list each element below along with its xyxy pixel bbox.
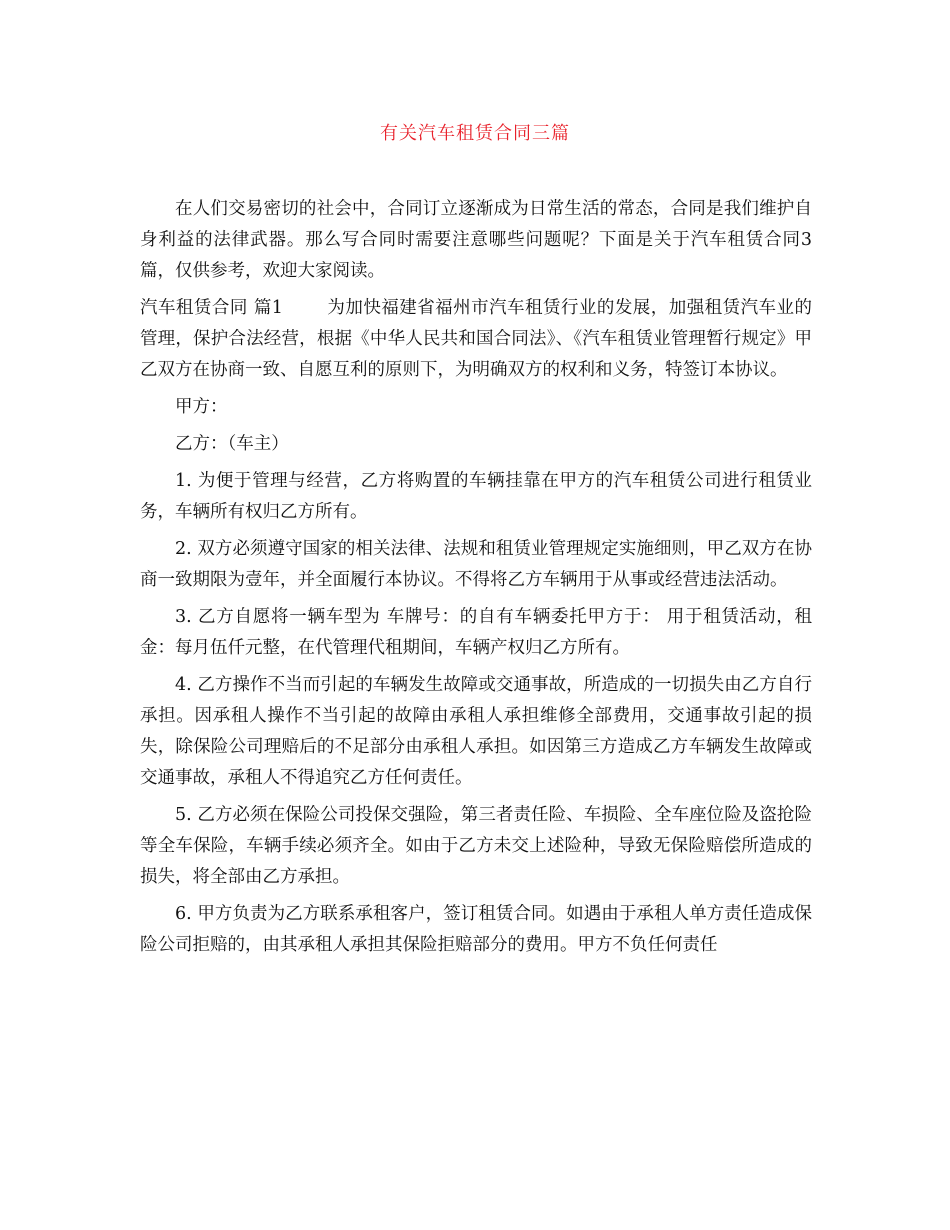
clause-6: 6. 甲方负责为乙方联系承租客户，签订租赁合同。如遇由于承租人单方责任造成保险公司拒赔的，由其承租人承担其保险拒赔部分的费用。甲方不负任何责任 [140,904,812,955]
clause-4: 4. 乙方操作不当而引起的车辆发生故障或交通事故，所造成的一切损失由乙方自行承担。因承租人操作不当引起的故障由承租人承担维修全部费用，交通事故引起的损失，除保险公司理赔后的不足部分由承租人承担。如因第三方造成乙方车辆发生故障或交通事故，承租人不得追究乙方任何责任。 [140,675,812,788]
section1-preamble: 为加快福建省福州市汽车租赁行业的发展，加强租赁汽车业的管理，保护合法经营，根据《中华人民共和国合同法》、《汽车租赁业管理暂行规定》甲乙双方在协商一致、自愿互利的原则下，为明确双方的权利和义务，特签订本协议。 [140,298,812,380]
document-body [140,194,812,967]
clause-5: 5. 乙方必须在保险公司投保交强险，第三者责任险、车损险、全车座位险及盗抢险等全车保险，车辆手续必须齐全。如由于乙方未交上述险种，导致无保险赔偿所造成的损失，将全部由乙方承担。 [140,805,812,887]
document-title: 有关汽车租赁合同三篇 [380,123,570,144]
section1-heading: 汽车租赁合同 篇1 [140,298,283,318]
party-b-line: 乙方：（车主） [175,434,289,454]
clause-3: 3. 乙方自愿将一辆车型为 车牌号：的自有车辆委托甲方于： 用于租赁活动，租金：每月伍仟元整，在代管理代租期间，车辆产权归乙方所有。 [140,607,812,658]
party-a-line: 甲方： [175,397,228,417]
intro-paragraph: 在人们交易密切的社会中，合同订立逐渐成为日常生活的常态，合同是我们维护自身利益的法律武器。那么写合同时需要注意哪些问题呢？下面是关于汽车租赁合同3篇，仅供参考，欢迎大家阅读。 [140,199,812,281]
clause-2: 2. 双方必须遵守国家的相关法律、法规和租赁业管理规定实施细则，甲乙双方在协商一致期限为壹年，并全面履行本协议。不得将乙方车辆用于从事或经营违法活动。 [140,539,812,590]
section1-paragraph [140,293,812,386]
clause-1: 1. 为便于管理与经营，乙方将购置的车辆挂靠在甲方的汽车租赁公司进行租赁业务，车辆所有权归乙方所有。 [140,471,812,522]
